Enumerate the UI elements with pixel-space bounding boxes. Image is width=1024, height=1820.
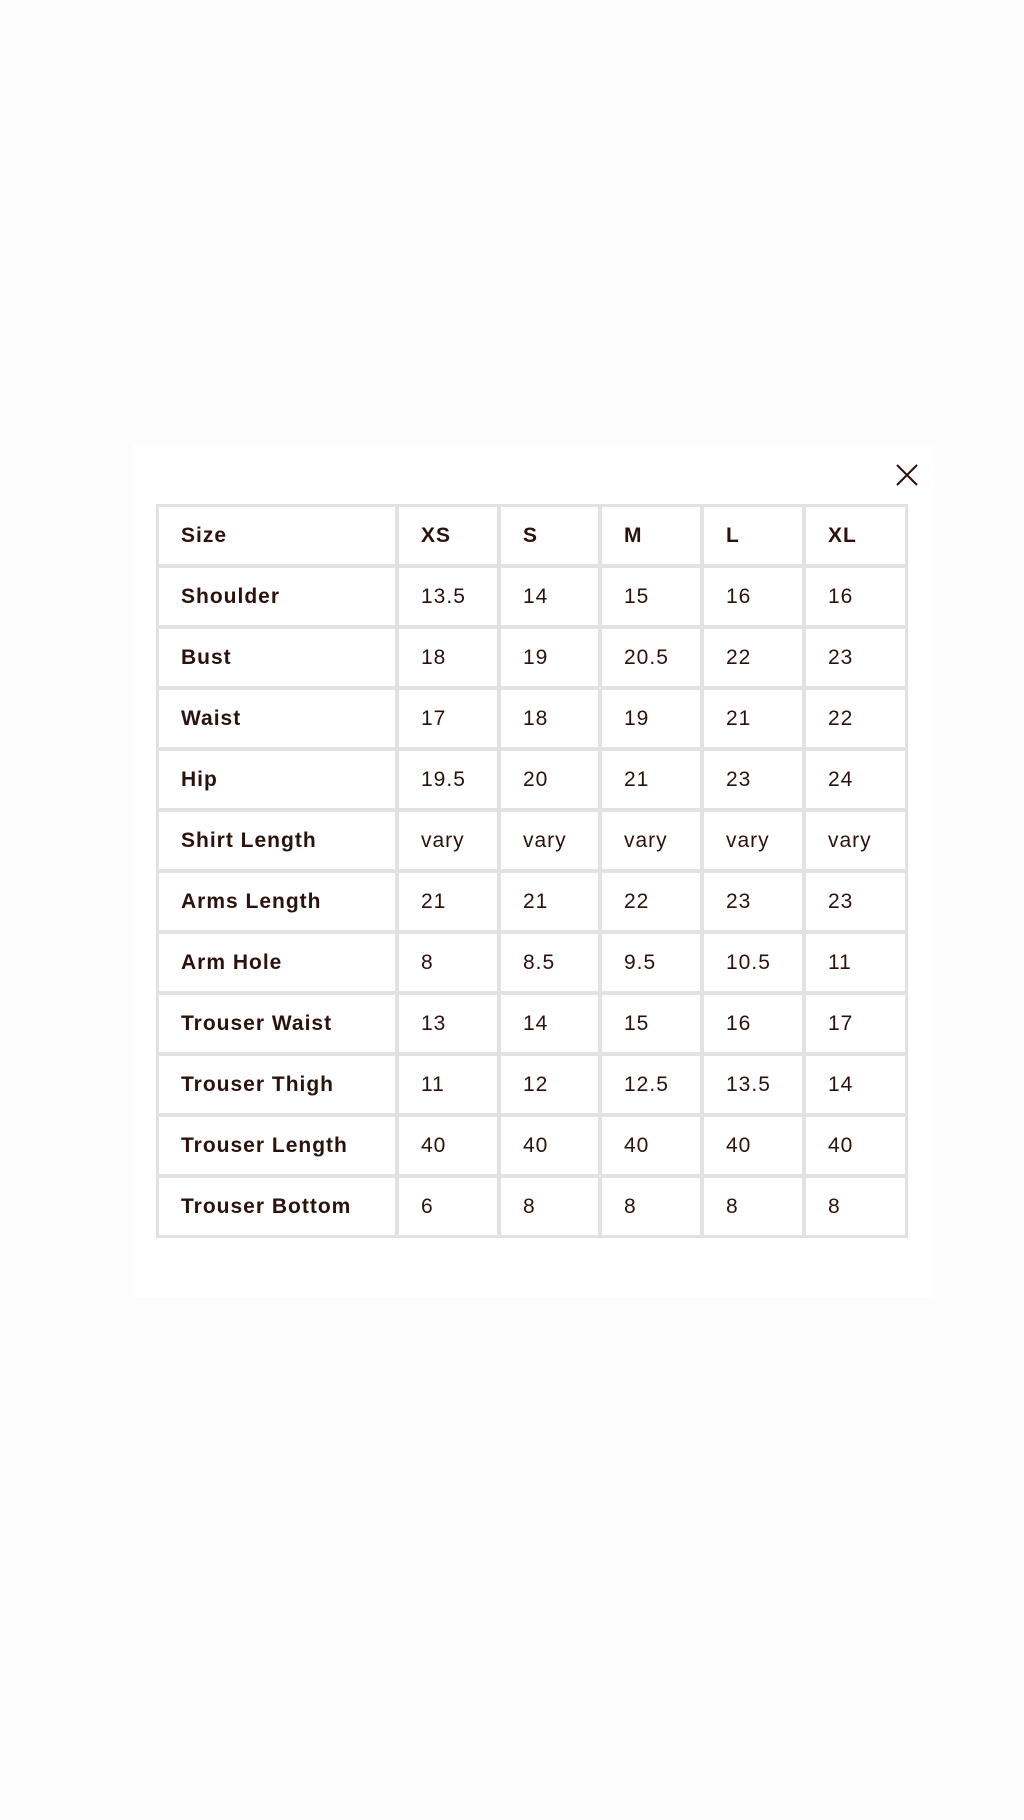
table-cell: 13 bbox=[397, 993, 499, 1054]
table-row bbox=[157, 1115, 907, 1176]
close-icon bbox=[887, 455, 927, 495]
table-cell: 8 bbox=[600, 1176, 702, 1237]
row-label: Hip bbox=[157, 749, 397, 810]
table-cell: 22 bbox=[804, 688, 907, 749]
table-cell: 8 bbox=[702, 1176, 804, 1237]
table-row bbox=[157, 871, 907, 932]
table-cell: 19.5 bbox=[397, 749, 499, 810]
row-label: Trouser Bottom bbox=[157, 1176, 397, 1237]
table-row bbox=[157, 993, 907, 1054]
row-label: Trouser Thigh bbox=[157, 1054, 397, 1115]
table-cell: 16 bbox=[804, 566, 907, 627]
table-cell: 19 bbox=[499, 627, 600, 688]
table-cell: 14 bbox=[804, 1054, 907, 1115]
table-cell: 40 bbox=[804, 1115, 907, 1176]
table-cell: vary bbox=[600, 810, 702, 871]
row-label: Waist bbox=[157, 688, 397, 749]
table-cell: 6 bbox=[397, 1176, 499, 1237]
header-cell-xl: XL bbox=[804, 505, 907, 566]
table-row bbox=[157, 688, 907, 749]
header-cell-m: M bbox=[600, 505, 702, 566]
table-cell: 23 bbox=[804, 871, 907, 932]
table-cell: 40 bbox=[702, 1115, 804, 1176]
table-cell: 8.5 bbox=[499, 932, 600, 993]
table-cell: 18 bbox=[397, 627, 499, 688]
table-row bbox=[157, 566, 907, 627]
header-cell-size: Size bbox=[157, 505, 397, 566]
table-cell: 14 bbox=[499, 993, 600, 1054]
row-label: Bust bbox=[157, 627, 397, 688]
row-label: Arm Hole bbox=[157, 932, 397, 993]
table-cell: 20 bbox=[499, 749, 600, 810]
table-cell: 17 bbox=[804, 993, 907, 1054]
table-cell: 21 bbox=[397, 871, 499, 932]
table-row bbox=[157, 1176, 907, 1237]
table-cell: 22 bbox=[702, 627, 804, 688]
row-label: Trouser Length bbox=[157, 1115, 397, 1176]
table-cell: 23 bbox=[804, 627, 907, 688]
table-cell: 10.5 bbox=[702, 932, 804, 993]
table-cell: 40 bbox=[600, 1115, 702, 1176]
table-cell: 21 bbox=[499, 871, 600, 932]
table-row bbox=[157, 749, 907, 810]
table-cell: 40 bbox=[397, 1115, 499, 1176]
table-cell: vary bbox=[397, 810, 499, 871]
table-cell: vary bbox=[702, 810, 804, 871]
size-chart-table bbox=[156, 504, 908, 1238]
row-label: Arms Length bbox=[157, 871, 397, 932]
table-row bbox=[157, 932, 907, 993]
row-label: Shirt Length bbox=[157, 810, 397, 871]
header-cell-xs: XS bbox=[397, 505, 499, 566]
table-cell: 21 bbox=[702, 688, 804, 749]
table-cell: 13.5 bbox=[702, 1054, 804, 1115]
table-cell: 8 bbox=[499, 1176, 600, 1237]
row-label: Trouser Waist bbox=[157, 993, 397, 1054]
table-cell: 15 bbox=[600, 566, 702, 627]
table-cell: 12 bbox=[499, 1054, 600, 1115]
table-cell: 16 bbox=[702, 993, 804, 1054]
table-row bbox=[157, 810, 907, 871]
table-cell: 15 bbox=[600, 993, 702, 1054]
table-cell: 9.5 bbox=[600, 932, 702, 993]
table-cell: 18 bbox=[499, 688, 600, 749]
table-cell: 11 bbox=[804, 932, 907, 993]
table-cell: 8 bbox=[804, 1176, 907, 1237]
table-cell: vary bbox=[804, 810, 907, 871]
table-row bbox=[157, 627, 907, 688]
close-button[interactable] bbox=[887, 455, 927, 495]
size-chart-modal bbox=[134, 445, 935, 1297]
table-cell: 8 bbox=[397, 932, 499, 993]
table-cell: 23 bbox=[702, 871, 804, 932]
table-cell: 14 bbox=[499, 566, 600, 627]
table-cell: 13.5 bbox=[397, 566, 499, 627]
table-cell: 24 bbox=[804, 749, 907, 810]
header-cell-l: L bbox=[702, 505, 804, 566]
table-cell: 12.5 bbox=[600, 1054, 702, 1115]
row-label: Shoulder bbox=[157, 566, 397, 627]
table-cell: 23 bbox=[702, 749, 804, 810]
table-header-row bbox=[157, 505, 907, 566]
table-cell: 17 bbox=[397, 688, 499, 749]
table-cell: 19 bbox=[600, 688, 702, 749]
table-cell: 20.5 bbox=[600, 627, 702, 688]
table-cell: 16 bbox=[702, 566, 804, 627]
table-cell: 11 bbox=[397, 1054, 499, 1115]
table-cell: 40 bbox=[499, 1115, 600, 1176]
header-cell-s: S bbox=[499, 505, 600, 566]
table-cell: 22 bbox=[600, 871, 702, 932]
table-cell: 21 bbox=[600, 749, 702, 810]
table-row bbox=[157, 1054, 907, 1115]
table-cell: vary bbox=[499, 810, 600, 871]
